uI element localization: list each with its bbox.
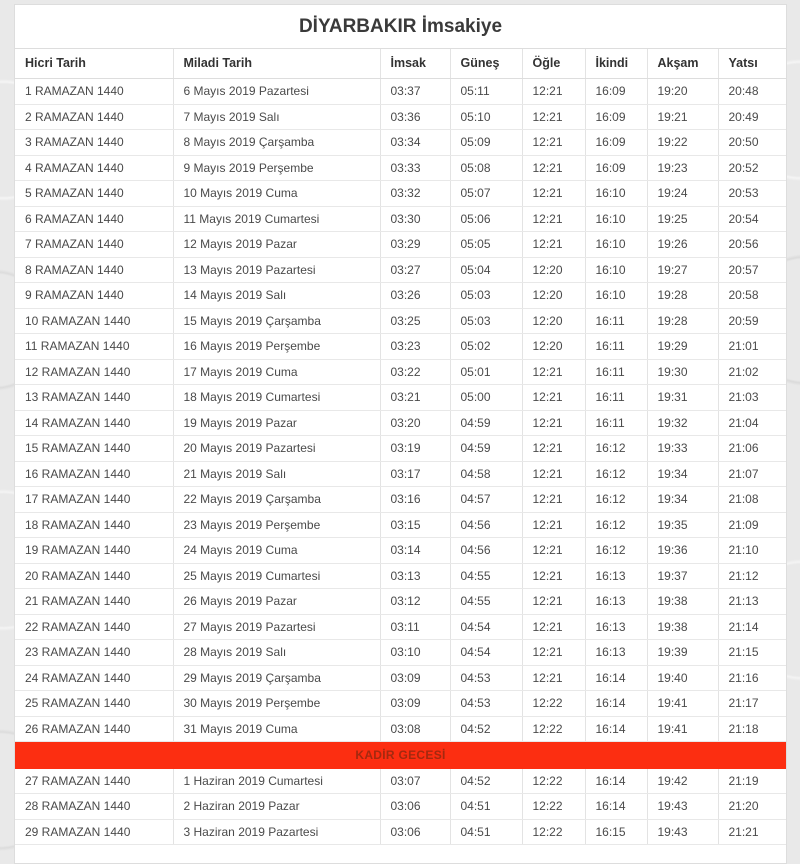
- table-cell: 6 Mayıs 2019 Pazartesi: [173, 79, 380, 105]
- kadir-gecesi-banner: [15, 742, 786, 769]
- table-cell: 3 RAMAZAN 1440: [15, 130, 173, 156]
- table-cell: 03:20: [380, 410, 450, 436]
- table-cell: 21:03: [718, 385, 786, 411]
- table-cell: 12:21: [522, 130, 585, 156]
- table-cell: 17 Mayıs 2019 Cuma: [173, 359, 380, 385]
- table-cell: 21:10: [718, 538, 786, 564]
- table-cell: 20:49: [718, 104, 786, 130]
- table-row: [15, 769, 786, 794]
- table-cell: 19:36: [647, 538, 718, 564]
- table-cell: 16:09: [585, 130, 647, 156]
- table-cell: 19:41: [647, 716, 718, 742]
- table-row: [15, 716, 786, 742]
- table-cell: 19:34: [647, 461, 718, 487]
- table-cell: 7 RAMAZAN 1440: [15, 232, 173, 258]
- kadir-gecesi-banner-label: KADİR GECESİ: [15, 742, 786, 769]
- table-cell: 16:10: [585, 206, 647, 232]
- table-cell: 19:21: [647, 104, 718, 130]
- table-cell: 21:21: [718, 819, 786, 845]
- table-cell: 12:21: [522, 512, 585, 538]
- table-cell: 19:43: [647, 794, 718, 820]
- table-cell: 23 Mayıs 2019 Perşembe: [173, 512, 380, 538]
- table-cell: 12:21: [522, 487, 585, 513]
- table-cell: 04:57: [450, 487, 522, 513]
- table-cell: 19:20: [647, 79, 718, 105]
- table-cell: 18 Mayıs 2019 Cumartesi: [173, 385, 380, 411]
- imsakiye-table: [15, 48, 786, 845]
- table-cell: 03:17: [380, 461, 450, 487]
- table-row: [15, 538, 786, 564]
- table-cell: 12:21: [522, 104, 585, 130]
- table-cell: 20:57: [718, 257, 786, 283]
- table-cell: 12:21: [522, 181, 585, 207]
- column-header: Güneş: [450, 49, 522, 79]
- table-cell: 03:27: [380, 257, 450, 283]
- table-row: [15, 589, 786, 615]
- table-cell: 12:21: [522, 385, 585, 411]
- column-header: İkindi: [585, 49, 647, 79]
- table-cell: 12:21: [522, 538, 585, 564]
- table-cell: 2 Haziran 2019 Pazar: [173, 794, 380, 820]
- table-cell: 19 RAMAZAN 1440: [15, 538, 173, 564]
- table-cell: 04:56: [450, 512, 522, 538]
- table-cell: 05:07: [450, 181, 522, 207]
- table-cell: 16:09: [585, 155, 647, 181]
- table-cell: 20 RAMAZAN 1440: [15, 563, 173, 589]
- table-cell: 21:07: [718, 461, 786, 487]
- table-cell: 22 Mayıs 2019 Çarşamba: [173, 487, 380, 513]
- table-cell: 16:12: [585, 461, 647, 487]
- table-cell: 05:06: [450, 206, 522, 232]
- table-cell: 12:20: [522, 334, 585, 360]
- table-cell: 03:09: [380, 691, 450, 717]
- table-cell: 05:11: [450, 79, 522, 105]
- table-cell: 25 RAMAZAN 1440: [15, 691, 173, 717]
- table-cell: 1 RAMAZAN 1440: [15, 79, 173, 105]
- table-cell: 03:12: [380, 589, 450, 615]
- table-cell: 30 Mayıs 2019 Perşembe: [173, 691, 380, 717]
- table-cell: 21:19: [718, 769, 786, 794]
- table-cell: 04:54: [450, 614, 522, 640]
- table-cell: 19:35: [647, 512, 718, 538]
- table-cell: 7 Mayıs 2019 Salı: [173, 104, 380, 130]
- table-cell: 12:21: [522, 665, 585, 691]
- table-cell: 12:21: [522, 232, 585, 258]
- table-cell: 03:37: [380, 79, 450, 105]
- table-cell: 21:02: [718, 359, 786, 385]
- table-cell: 12 Mayıs 2019 Pazar: [173, 232, 380, 258]
- table-cell: 8 RAMAZAN 1440: [15, 257, 173, 283]
- table-cell: 21:13: [718, 589, 786, 615]
- table-cell: 03:08: [380, 716, 450, 742]
- table-cell: 5 RAMAZAN 1440: [15, 181, 173, 207]
- table-cell: 16:14: [585, 769, 647, 794]
- table-cell: 03:16: [380, 487, 450, 513]
- table-cell: 16:14: [585, 665, 647, 691]
- table-cell: 21:16: [718, 665, 786, 691]
- table-cell: 03:25: [380, 308, 450, 334]
- table-cell: 03:22: [380, 359, 450, 385]
- table-cell: 8 Mayıs 2019 Çarşamba: [173, 130, 380, 156]
- table-cell: 19:23: [647, 155, 718, 181]
- table-cell: 24 Mayıs 2019 Cuma: [173, 538, 380, 564]
- table-row: [15, 461, 786, 487]
- table-cell: 05:01: [450, 359, 522, 385]
- table-cell: 16:12: [585, 538, 647, 564]
- table-cell: 21:04: [718, 410, 786, 436]
- table-cell: 16:15: [585, 819, 647, 845]
- table-cell: 04:55: [450, 589, 522, 615]
- table-cell: 21:09: [718, 512, 786, 538]
- table-cell: 21:06: [718, 436, 786, 462]
- table-cell: 12:21: [522, 155, 585, 181]
- table-cell: 16:09: [585, 104, 647, 130]
- table-cell: 12:20: [522, 308, 585, 334]
- table-cell: 03:14: [380, 538, 450, 564]
- table-cell: 16 Mayıs 2019 Perşembe: [173, 334, 380, 360]
- table-row: [15, 79, 786, 105]
- column-header: Öğle: [522, 49, 585, 79]
- table-row: [15, 640, 786, 666]
- table-cell: 19:26: [647, 232, 718, 258]
- table-cell: 12:21: [522, 79, 585, 105]
- table-cell: 14 Mayıs 2019 Salı: [173, 283, 380, 309]
- table-cell: 03:30: [380, 206, 450, 232]
- table-cell: 03:33: [380, 155, 450, 181]
- table-cell: 19:31: [647, 385, 718, 411]
- table-cell: 16:11: [585, 410, 647, 436]
- table-cell: 20:59: [718, 308, 786, 334]
- table-cell: 04:58: [450, 461, 522, 487]
- table-cell: 04:56: [450, 538, 522, 564]
- table-cell: 03:23: [380, 334, 450, 360]
- table-cell: 12:21: [522, 206, 585, 232]
- table-cell: 21:14: [718, 614, 786, 640]
- table-row: [15, 436, 786, 462]
- table-cell: 03:15: [380, 512, 450, 538]
- table-cell: 12:21: [522, 563, 585, 589]
- table-cell: 12:21: [522, 589, 585, 615]
- table-cell: 05:03: [450, 283, 522, 309]
- table-cell: 03:21: [380, 385, 450, 411]
- table-cell: 21 RAMAZAN 1440: [15, 589, 173, 615]
- table-cell: 03:11: [380, 614, 450, 640]
- table-cell: 16:10: [585, 232, 647, 258]
- table-cell: 18 RAMAZAN 1440: [15, 512, 173, 538]
- table-cell: 17 RAMAZAN 1440: [15, 487, 173, 513]
- table-cell: 28 Mayıs 2019 Salı: [173, 640, 380, 666]
- table-cell: 16:13: [585, 589, 647, 615]
- table-cell: 04:51: [450, 819, 522, 845]
- table-cell: 03:06: [380, 794, 450, 820]
- table-cell: 12:20: [522, 283, 585, 309]
- table-row: [15, 794, 786, 820]
- table-row: [15, 512, 786, 538]
- table-cell: 12:22: [522, 769, 585, 794]
- table-cell: 05:04: [450, 257, 522, 283]
- column-header: Miladi Tarih: [173, 49, 380, 79]
- table-cell: 4 RAMAZAN 1440: [15, 155, 173, 181]
- table-cell: 12:22: [522, 691, 585, 717]
- table-row: [15, 181, 786, 207]
- table-cell: 14 RAMAZAN 1440: [15, 410, 173, 436]
- table-cell: 12:22: [522, 794, 585, 820]
- table-cell: 12:21: [522, 640, 585, 666]
- table-cell: 04:54: [450, 640, 522, 666]
- imsakiye-card: [14, 4, 787, 864]
- table-cell: 19 Mayıs 2019 Pazar: [173, 410, 380, 436]
- table-cell: 04:52: [450, 769, 522, 794]
- table-row: [15, 614, 786, 640]
- table-cell: 26 RAMAZAN 1440: [15, 716, 173, 742]
- table-cell: 04:52: [450, 716, 522, 742]
- column-header: Yatsı: [718, 49, 786, 79]
- table-cell: 04:51: [450, 794, 522, 820]
- table-cell: 04:53: [450, 665, 522, 691]
- table-cell: 04:59: [450, 410, 522, 436]
- table-cell: 03:36: [380, 104, 450, 130]
- table-cell: 20:53: [718, 181, 786, 207]
- table-cell: 13 Mayıs 2019 Pazartesi: [173, 257, 380, 283]
- table-cell: 12:22: [522, 716, 585, 742]
- table-cell: 03:34: [380, 130, 450, 156]
- table-cell: 3 Haziran 2019 Pazartesi: [173, 819, 380, 845]
- column-header: Akşam: [647, 49, 718, 79]
- table-cell: 19:28: [647, 308, 718, 334]
- table-cell: 16:10: [585, 257, 647, 283]
- table-cell: 03:09: [380, 665, 450, 691]
- table-cell: 20:52: [718, 155, 786, 181]
- table-cell: 12:21: [522, 614, 585, 640]
- table-cell: 19:24: [647, 181, 718, 207]
- table-row: [15, 359, 786, 385]
- table-cell: 19:34: [647, 487, 718, 513]
- page-title: DİYARBAKIR İmsakiye: [298, 16, 503, 37]
- table-cell: 22 RAMAZAN 1440: [15, 614, 173, 640]
- table-cell: 16:10: [585, 181, 647, 207]
- table-cell: 19:32: [647, 410, 718, 436]
- table-cell: 21:18: [718, 716, 786, 742]
- table-row: [15, 410, 786, 436]
- table-row: [15, 155, 786, 181]
- table-cell: 29 Mayıs 2019 Çarşamba: [173, 665, 380, 691]
- table-cell: 12:21: [522, 410, 585, 436]
- table-cell: 03:06: [380, 819, 450, 845]
- table-row: [15, 819, 786, 845]
- table-cell: 6 RAMAZAN 1440: [15, 206, 173, 232]
- table-cell: 20 Mayıs 2019 Pazartesi: [173, 436, 380, 462]
- table-row: [15, 563, 786, 589]
- table-cell: 04:59: [450, 436, 522, 462]
- table-cell: 19:25: [647, 206, 718, 232]
- table-cell: 16:12: [585, 487, 647, 513]
- table-cell: 19:42: [647, 769, 718, 794]
- table-cell: 29 RAMAZAN 1440: [15, 819, 173, 845]
- table-cell: 21:12: [718, 563, 786, 589]
- table-cell: 2 RAMAZAN 1440: [15, 104, 173, 130]
- table-cell: 03:13: [380, 563, 450, 589]
- table-cell: 19:41: [647, 691, 718, 717]
- table-cell: 21 Mayıs 2019 Salı: [173, 461, 380, 487]
- table-cell: 03:19: [380, 436, 450, 462]
- column-header: Hicri Tarih: [15, 49, 173, 79]
- table-cell: 05:03: [450, 308, 522, 334]
- table-cell: 05:00: [450, 385, 522, 411]
- table-header-row: [15, 49, 786, 79]
- table-cell: 03:26: [380, 283, 450, 309]
- table-cell: 19:29: [647, 334, 718, 360]
- table-cell: 16:12: [585, 436, 647, 462]
- table-cell: 16:11: [585, 359, 647, 385]
- table-cell: 05:10: [450, 104, 522, 130]
- table-row: [15, 283, 786, 309]
- table-cell: 20:50: [718, 130, 786, 156]
- table-row: [15, 665, 786, 691]
- table-cell: 24 RAMAZAN 1440: [15, 665, 173, 691]
- table-cell: 16:14: [585, 716, 647, 742]
- table-cell: 16:10: [585, 283, 647, 309]
- table-row: [15, 487, 786, 513]
- table-cell: 05:08: [450, 155, 522, 181]
- table-cell: 21:17: [718, 691, 786, 717]
- table-cell: 27 RAMAZAN 1440: [15, 769, 173, 794]
- table-cell: 19:37: [647, 563, 718, 589]
- table-row: [15, 334, 786, 360]
- table-cell: 16:09: [585, 79, 647, 105]
- table-cell: 15 RAMAZAN 1440: [15, 436, 173, 462]
- table-cell: 16:14: [585, 691, 647, 717]
- table-row: [15, 104, 786, 130]
- table-cell: 23 RAMAZAN 1440: [15, 640, 173, 666]
- table-cell: 11 RAMAZAN 1440: [15, 334, 173, 360]
- table-cell: 03:07: [380, 769, 450, 794]
- table-cell: 31 Mayıs 2019 Cuma: [173, 716, 380, 742]
- table-cell: 19:38: [647, 589, 718, 615]
- table-cell: 19:28: [647, 283, 718, 309]
- table-cell: 04:53: [450, 691, 522, 717]
- table-cell: 21:08: [718, 487, 786, 513]
- table-cell: 16:11: [585, 385, 647, 411]
- table-cell: 19:39: [647, 640, 718, 666]
- table-cell: 26 Mayıs 2019 Pazar: [173, 589, 380, 615]
- table-row: [15, 308, 786, 334]
- table-cell: 12 RAMAZAN 1440: [15, 359, 173, 385]
- table-cell: 03:29: [380, 232, 450, 258]
- table-cell: 05:09: [450, 130, 522, 156]
- table-cell: 1 Haziran 2019 Cumartesi: [173, 769, 380, 794]
- table-cell: 05:02: [450, 334, 522, 360]
- table-row: [15, 206, 786, 232]
- table-cell: 27 Mayıs 2019 Pazartesi: [173, 614, 380, 640]
- table-cell: 25 Mayıs 2019 Cumartesi: [173, 563, 380, 589]
- table-cell: 12:21: [522, 461, 585, 487]
- table-row: [15, 257, 786, 283]
- table-cell: 12:21: [522, 436, 585, 462]
- table-cell: 20:58: [718, 283, 786, 309]
- table-row: [15, 691, 786, 717]
- table-cell: 21:20: [718, 794, 786, 820]
- table-cell: 20:56: [718, 232, 786, 258]
- table-cell: 12:20: [522, 257, 585, 283]
- table-cell: 13 RAMAZAN 1440: [15, 385, 173, 411]
- table-cell: 9 Mayıs 2019 Perşembe: [173, 155, 380, 181]
- table-cell: 10 Mayıs 2019 Cuma: [173, 181, 380, 207]
- table-cell: 03:10: [380, 640, 450, 666]
- table-cell: 15 Mayıs 2019 Çarşamba: [173, 308, 380, 334]
- column-header: İmsak: [380, 49, 450, 79]
- table-cell: 04:55: [450, 563, 522, 589]
- table-cell: 16:11: [585, 308, 647, 334]
- table-row: [15, 232, 786, 258]
- table-cell: 10 RAMAZAN 1440: [15, 308, 173, 334]
- table-cell: 16:11: [585, 334, 647, 360]
- table-cell: 19:22: [647, 130, 718, 156]
- table-cell: 05:05: [450, 232, 522, 258]
- table-cell: 19:33: [647, 436, 718, 462]
- table-cell: 21:15: [718, 640, 786, 666]
- table-cell: 20:54: [718, 206, 786, 232]
- table-cell: 20:48: [718, 79, 786, 105]
- table-cell: 16:13: [585, 640, 647, 666]
- table-cell: 19:30: [647, 359, 718, 385]
- table-cell: 11 Mayıs 2019 Cumartesi: [173, 206, 380, 232]
- table-cell: 16:13: [585, 563, 647, 589]
- table-cell: 19:27: [647, 257, 718, 283]
- table-cell: 16 RAMAZAN 1440: [15, 461, 173, 487]
- table-cell: 19:43: [647, 819, 718, 845]
- table-row: [15, 385, 786, 411]
- table-cell: 03:32: [380, 181, 450, 207]
- table-row: [15, 130, 786, 156]
- table-cell: 16:14: [585, 794, 647, 820]
- table-cell: 19:40: [647, 665, 718, 691]
- table-cell: 12:22: [522, 819, 585, 845]
- table-cell: 16:13: [585, 614, 647, 640]
- table-cell: 12:21: [522, 359, 585, 385]
- table-cell: 19:38: [647, 614, 718, 640]
- table-cell: 28 RAMAZAN 1440: [15, 794, 173, 820]
- table-cell: 21:01: [718, 334, 786, 360]
- table-cell: 16:12: [585, 512, 647, 538]
- table-cell: 9 RAMAZAN 1440: [15, 283, 173, 309]
